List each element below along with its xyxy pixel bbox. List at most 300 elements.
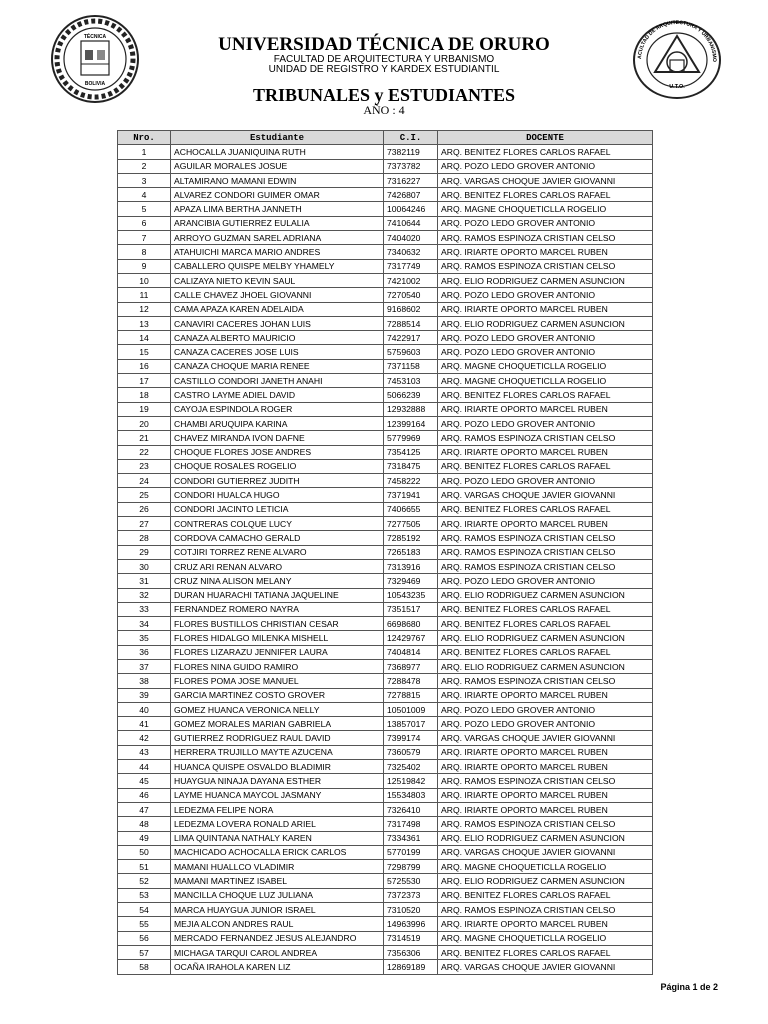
teacher-name: ARQ. MAGNE CHOQUETICLLA ROGELIO <box>438 931 653 945</box>
student-ci: 7399174 <box>384 731 438 745</box>
table-row <box>118 702 653 716</box>
table-row <box>118 188 653 202</box>
row-number: 25 <box>118 488 171 502</box>
student-ci: 7356306 <box>384 945 438 959</box>
student-ci: 7314519 <box>384 931 438 945</box>
student-ci: 7334361 <box>384 831 438 845</box>
student-name: FERNANDEZ ROMERO NAYRA <box>171 602 384 616</box>
student-name: CAMA APAZA KAREN ADELAIDA <box>171 302 384 316</box>
row-number: 55 <box>118 917 171 931</box>
teacher-name: ARQ. POZO LEDO GROVER ANTONIO <box>438 574 653 588</box>
teacher-name: ARQ. BENITEZ FLORES CARLOS RAFAEL <box>438 388 653 402</box>
table-row <box>118 159 653 173</box>
table-row <box>118 888 653 902</box>
teacher-name: ARQ. RAMOS ESPINOZA CRISTIAN CELSO <box>438 231 653 245</box>
table-row <box>118 502 653 516</box>
row-number: 45 <box>118 774 171 788</box>
row-number: 27 <box>118 517 171 531</box>
table-row <box>118 788 653 802</box>
student-ci: 7310520 <box>384 903 438 917</box>
table-row <box>118 845 653 859</box>
student-name: HUAYGUA NINAJA DAYANA ESTHER <box>171 774 384 788</box>
student-name: CANAZA CACERES JOSE LUIS <box>171 345 384 359</box>
teacher-name: ARQ. RAMOS ESPINOZA CRISTIAN CELSO <box>438 559 653 573</box>
row-number: 53 <box>118 888 171 902</box>
row-number: 56 <box>118 931 171 945</box>
row-number: 48 <box>118 817 171 831</box>
student-name: GUTIERREZ RODRIGUEZ RAUL DAVID <box>171 731 384 745</box>
teacher-name: ARQ. IRIARTE OPORTO MARCEL RUBEN <box>438 745 653 759</box>
row-number: 18 <box>118 388 171 402</box>
teacher-name: ARQ. POZO LEDO GROVER ANTONIO <box>438 702 653 716</box>
student-ci: 13857017 <box>384 717 438 731</box>
table-row <box>118 645 653 659</box>
student-ci: 7421002 <box>384 273 438 287</box>
table-row <box>118 374 653 388</box>
student-name: MARCA HUAYGUA JUNIOR ISRAEL <box>171 903 384 917</box>
student-ci: 7313916 <box>384 559 438 573</box>
table-row <box>118 960 653 974</box>
table-row <box>118 731 653 745</box>
table-row <box>118 388 653 402</box>
student-name: GOMEZ MORALES MARIAN GABRIELA <box>171 717 384 731</box>
column-header-student: Estudiante <box>171 131 384 145</box>
student-ci: 7406655 <box>384 502 438 516</box>
student-ci: 7298799 <box>384 860 438 874</box>
student-name: CHAMBI ARUQUIPA KARINA <box>171 416 384 430</box>
student-name: MACHICADO ACHOCALLA ERICK CARLOS <box>171 845 384 859</box>
teacher-name: ARQ. ELIO RODRIGUEZ CARMEN ASUNCION <box>438 874 653 888</box>
student-name: OCAÑA IRAHOLA KAREN LIZ <box>171 960 384 974</box>
student-name: CONTRERAS COLQUE LUCY <box>171 517 384 531</box>
student-ci: 7285192 <box>384 531 438 545</box>
table-row <box>118 259 653 273</box>
row-number: 36 <box>118 645 171 659</box>
student-name: MEJIA ALCON ANDRES RAUL <box>171 917 384 931</box>
table-row <box>118 559 653 573</box>
row-number: 52 <box>118 874 171 888</box>
student-name: MAMANI HUALLCO VLADIMIR <box>171 860 384 874</box>
row-number: 32 <box>118 588 171 602</box>
student-ci: 7360579 <box>384 745 438 759</box>
teacher-name: ARQ. IRIARTE OPORTO MARCEL RUBEN <box>438 402 653 416</box>
table-row <box>118 588 653 602</box>
table-row <box>118 631 653 645</box>
student-ci: 12399164 <box>384 416 438 430</box>
student-name: CANAZA ALBERTO MAURICIO <box>171 331 384 345</box>
unit-name: UNIDAD DE REGISTRO Y KARDEX ESTUDIANTIL <box>268 64 500 75</box>
row-number: 26 <box>118 502 171 516</box>
student-ci: 5725530 <box>384 874 438 888</box>
column-header-ci: C.I. <box>384 131 438 145</box>
row-number: 58 <box>118 960 171 974</box>
teacher-name: ARQ. RAMOS ESPINOZA CRISTIAN CELSO <box>438 259 653 273</box>
teacher-name: ARQ. VARGAS CHOQUE JAVIER GIOVANNI <box>438 960 653 974</box>
student-ci: 7270540 <box>384 288 438 302</box>
table-row <box>118 931 653 945</box>
student-ci: 7382119 <box>384 145 438 159</box>
teacher-name: ARQ. RAMOS ESPINOZA CRISTIAN CELSO <box>438 431 653 445</box>
teacher-name: ARQ. IRIARTE OPORTO MARCEL RUBEN <box>438 802 653 816</box>
row-number: 11 <box>118 288 171 302</box>
student-name: COTJIRI TORREZ RENE ALVARO <box>171 545 384 559</box>
student-ci: 5770199 <box>384 845 438 859</box>
student-ci: 7340632 <box>384 245 438 259</box>
table-row <box>118 531 653 545</box>
teacher-name: ARQ. IRIARTE OPORTO MARCEL RUBEN <box>438 688 653 702</box>
student-ci: 5066239 <box>384 388 438 402</box>
table-row <box>118 302 653 316</box>
table-body <box>118 145 653 974</box>
teacher-name: ARQ. ELIO RODRIGUEZ CARMEN ASUNCION <box>438 831 653 845</box>
seal-text-bottom: BOLIVIA <box>84 81 106 87</box>
student-name: LEDEZMA LOVERA RONALD ARIEL <box>171 817 384 831</box>
row-number: 9 <box>118 259 171 273</box>
row-number: 37 <box>118 659 171 673</box>
teacher-name: ARQ. IRIARTE OPORTO MARCEL RUBEN <box>438 445 653 459</box>
teacher-name: ARQ. VARGAS CHOQUE JAVIER GIOVANNI <box>438 488 653 502</box>
teacher-name: ARQ. RAMOS ESPINOZA CRISTIAN CELSO <box>438 545 653 559</box>
table-row <box>118 659 653 673</box>
student-name: CABALLERO QUISPE MELBY YHAMELY <box>171 259 384 273</box>
teacher-name: ARQ. BENITEZ FLORES CARLOS RAFAEL <box>438 645 653 659</box>
teacher-name: ARQ. IRIARTE OPORTO MARCEL RUBEN <box>438 788 653 802</box>
row-number: 47 <box>118 802 171 816</box>
student-name: CRUZ NINA ALISON MELANY <box>171 574 384 588</box>
student-name: FLORES HIDALGO MILENKA MISHELL <box>171 631 384 645</box>
student-name: GARCIA MARTINEZ COSTO GROVER <box>171 688 384 702</box>
student-ci: 7371941 <box>384 488 438 502</box>
table-row <box>118 831 653 845</box>
teacher-name: ARQ. POZO LEDO GROVER ANTONIO <box>438 159 653 173</box>
row-number: 22 <box>118 445 171 459</box>
table-row <box>118 231 653 245</box>
teacher-name: ARQ. IRIARTE OPORTO MARCEL RUBEN <box>438 760 653 774</box>
teacher-name: ARQ. POZO LEDO GROVER ANTONIO <box>438 288 653 302</box>
student-name: MAMANI MARTINEZ ISABEL <box>171 874 384 888</box>
student-name: FLORES NINA GUIDO RAMIRO <box>171 659 384 673</box>
table-row <box>118 602 653 616</box>
teacher-name: ARQ. VARGAS CHOQUE JAVIER GIOVANNI <box>438 731 653 745</box>
teacher-name: ARQ. MAGNE CHOQUETICLLA ROGELIO <box>438 860 653 874</box>
row-number: 30 <box>118 559 171 573</box>
teacher-name: ARQ. BENITEZ FLORES CARLOS RAFAEL <box>438 145 653 159</box>
teacher-name: ARQ. IRIARTE OPORTO MARCEL RUBEN <box>438 302 653 316</box>
student-name: ATAHUICHI MARCA MARIO ANDRES <box>171 245 384 259</box>
table-row <box>118 688 653 702</box>
row-number: 24 <box>118 474 171 488</box>
row-number: 41 <box>118 717 171 731</box>
table-row <box>118 331 653 345</box>
teacher-name: ARQ. POZO LEDO GROVER ANTONIO <box>438 717 653 731</box>
teacher-name: ARQ. VARGAS CHOQUE JAVIER GIOVANNI <box>438 845 653 859</box>
teacher-name: ARQ. ELIO RODRIGUEZ CARMEN ASUNCION <box>438 588 653 602</box>
student-name: CAYOJA ESPINDOLA ROGER <box>171 402 384 416</box>
row-number: 4 <box>118 188 171 202</box>
student-name: CALLE CHAVEZ JHOEL GIOVANNI <box>171 288 384 302</box>
row-number: 31 <box>118 574 171 588</box>
student-ci: 7265183 <box>384 545 438 559</box>
table-row <box>118 517 653 531</box>
student-ci: 7326410 <box>384 802 438 816</box>
student-ci: 7373782 <box>384 159 438 173</box>
student-ci: 7422917 <box>384 331 438 345</box>
teacher-name: ARQ. IRIARTE OPORTO MARCEL RUBEN <box>438 245 653 259</box>
table-row <box>118 717 653 731</box>
student-ci: 5779969 <box>384 431 438 445</box>
row-number: 43 <box>118 745 171 759</box>
student-ci: 7371158 <box>384 359 438 373</box>
student-name: CASTRO LAYME ADIEL DAVID <box>171 388 384 402</box>
table-row <box>118 760 653 774</box>
row-number: 14 <box>118 331 171 345</box>
page-title: TRIBUNALES y ESTUDIANTES <box>252 85 516 105</box>
student-name: AGUILAR MORALES JOSUE <box>171 159 384 173</box>
table-header-row <box>118 131 653 145</box>
year-label: AÑO : 4 <box>363 103 405 117</box>
student-ci: 7317498 <box>384 817 438 831</box>
row-number: 15 <box>118 345 171 359</box>
page-number: Página 1 de 2 <box>660 982 718 992</box>
table-row <box>118 860 653 874</box>
teacher-name: ARQ. IRIARTE OPORTO MARCEL RUBEN <box>438 917 653 931</box>
student-ci: 12932888 <box>384 402 438 416</box>
teacher-name: ARQ. MAGNE CHOQUETICLLA ROGELIO <box>438 202 653 216</box>
student-name: CORDOVA CAMACHO GERALD <box>171 531 384 545</box>
table-row <box>118 917 653 931</box>
seal-text-top: TÉCNICA <box>83 34 107 40</box>
student-name: CRUZ ARI RENAN ALVARO <box>171 559 384 573</box>
teacher-name: ARQ. POZO LEDO GROVER ANTONIO <box>438 331 653 345</box>
row-number: 33 <box>118 602 171 616</box>
row-number: 1 <box>118 145 171 159</box>
student-name: ARANCIBIA GUTIERREZ EULALIA <box>171 216 384 230</box>
students-table <box>117 130 653 975</box>
student-name: MERCADO FERNANDEZ JESUS ALEJANDRO <box>171 931 384 945</box>
student-name: LIMA QUINTANA NATHALY KAREN <box>171 831 384 845</box>
row-number: 38 <box>118 674 171 688</box>
student-ci: 12429767 <box>384 631 438 645</box>
student-ci: 7410644 <box>384 216 438 230</box>
student-ci: 7316227 <box>384 173 438 187</box>
teacher-name: ARQ. BENITEZ FLORES CARLOS RAFAEL <box>438 502 653 516</box>
row-number: 51 <box>118 860 171 874</box>
row-number: 20 <box>118 416 171 430</box>
student-name: CHOQUE ROSALES ROGELIO <box>171 459 384 473</box>
student-name: LAYME HUANCA MAYCOL JASMANY <box>171 788 384 802</box>
student-name: ALTAMIRANO MAMANI EDWIN <box>171 173 384 187</box>
row-number: 28 <box>118 531 171 545</box>
table-row <box>118 345 653 359</box>
student-name: HERRERA TRUJILLO MAYTE AZUCENA <box>171 745 384 759</box>
student-ci: 7288478 <box>384 674 438 688</box>
teacher-name: ARQ. BENITEZ FLORES CARLOS RAFAEL <box>438 459 653 473</box>
teacher-name: ARQ. IRIARTE OPORTO MARCEL RUBEN <box>438 517 653 531</box>
student-ci: 15534803 <box>384 788 438 802</box>
student-name: CANAZA CHOQUE MARIA RENEE <box>171 359 384 373</box>
student-name: CONDORI HUALCA HUGO <box>171 488 384 502</box>
row-number: 39 <box>118 688 171 702</box>
student-name: CASTILLO CONDORI JANETH ANAHI <box>171 374 384 388</box>
student-name: FLORES LIZARAZU JENNIFER LAURA <box>171 645 384 659</box>
table-row <box>118 945 653 959</box>
teacher-name: ARQ. ELIO RODRIGUEZ CARMEN ASUNCION <box>438 659 653 673</box>
table-row <box>118 359 653 373</box>
teacher-name: ARQ. RAMOS ESPINOZA CRISTIAN CELSO <box>438 903 653 917</box>
table-row <box>118 431 653 445</box>
faculty-seal-text-bottom: U.T.O. <box>669 84 685 90</box>
student-name: CHOQUE FLORES JOSE ANDRES <box>171 445 384 459</box>
teacher-name: ARQ. MAGNE CHOQUETICLLA ROGELIO <box>438 359 653 373</box>
student-ci: 10064246 <box>384 202 438 216</box>
table-row <box>118 273 653 287</box>
row-number: 23 <box>118 459 171 473</box>
table-row <box>118 674 653 688</box>
student-name: CONDORI GUTIERREZ JUDITH <box>171 474 384 488</box>
row-number: 10 <box>118 273 171 287</box>
teacher-name: ARQ. BENITEZ FLORES CARLOS RAFAEL <box>438 188 653 202</box>
table-row <box>118 202 653 216</box>
student-name: LEDEZMA FELIPE NORA <box>171 802 384 816</box>
table-row <box>118 617 653 631</box>
student-ci: 10501009 <box>384 702 438 716</box>
student-ci: 7329469 <box>384 574 438 588</box>
student-name: HUANCA QUISPE OSVALDO BLADIMIR <box>171 760 384 774</box>
student-ci: 7318475 <box>384 459 438 473</box>
column-header-teacher: DOCENTE <box>438 131 653 145</box>
faculty-name: FACULTAD DE ARQUITECTURA Y URBANISMO <box>273 54 495 65</box>
table-row <box>118 817 653 831</box>
teacher-name: ARQ. BENITEZ FLORES CARLOS RAFAEL <box>438 617 653 631</box>
table-row <box>118 745 653 759</box>
table-row <box>118 903 653 917</box>
student-ci: 7351517 <box>384 602 438 616</box>
table-row <box>118 402 653 416</box>
student-name: CONDORI JACINTO LETICIA <box>171 502 384 516</box>
row-number: 42 <box>118 731 171 745</box>
row-number: 5 <box>118 202 171 216</box>
teacher-name: ARQ. BENITEZ FLORES CARLOS RAFAEL <box>438 602 653 616</box>
row-number: 46 <box>118 788 171 802</box>
table-row <box>118 474 653 488</box>
student-name: FLORES BUSTILLOS CHRISTIAN CESAR <box>171 617 384 631</box>
student-ci: 12519842 <box>384 774 438 788</box>
teacher-name: ARQ. ELIO RODRIGUEZ CARMEN ASUNCION <box>438 631 653 645</box>
student-ci: 14963996 <box>384 917 438 931</box>
row-number: 2 <box>118 159 171 173</box>
teacher-name: ARQ. POZO LEDO GROVER ANTONIO <box>438 345 653 359</box>
table-row <box>118 245 653 259</box>
student-ci: 7426807 <box>384 188 438 202</box>
row-number: 21 <box>118 431 171 445</box>
teacher-name: ARQ. ELIO RODRIGUEZ CARMEN ASUNCION <box>438 316 653 330</box>
student-name: CALIZAYA NIETO KEVIN SAUL <box>171 273 384 287</box>
teacher-name: ARQ. POZO LEDO GROVER ANTONIO <box>438 416 653 430</box>
student-ci: 7277505 <box>384 517 438 531</box>
row-number: 49 <box>118 831 171 845</box>
student-ci: 7325402 <box>384 760 438 774</box>
student-ci: 7404814 <box>384 645 438 659</box>
student-name: ARROYO GUZMAN SAREL ADRIANA <box>171 231 384 245</box>
table-row <box>118 459 653 473</box>
table-row <box>118 488 653 502</box>
student-name: FLORES POMA JOSE MANUEL <box>171 674 384 688</box>
teacher-name: ARQ. VARGAS CHOQUE JAVIER GIOVANNI <box>438 173 653 187</box>
table-row <box>118 545 653 559</box>
table-row <box>118 145 653 159</box>
student-ci: 7453103 <box>384 374 438 388</box>
table-row <box>118 173 653 187</box>
row-number: 57 <box>118 945 171 959</box>
student-ci: 5759603 <box>384 345 438 359</box>
row-number: 13 <box>118 316 171 330</box>
table-row <box>118 802 653 816</box>
student-name: GOMEZ HUANCA VERONICA NELLY <box>171 702 384 716</box>
student-ci: 7354125 <box>384 445 438 459</box>
student-name: MANCILLA CHOQUE LUZ JULIANA <box>171 888 384 902</box>
teacher-name: ARQ. POZO LEDO GROVER ANTONIO <box>438 474 653 488</box>
row-number: 3 <box>118 173 171 187</box>
teacher-name: ARQ. ELIO RODRIGUEZ CARMEN ASUNCION <box>438 273 653 287</box>
student-ci: 6698680 <box>384 617 438 631</box>
student-ci: 9168602 <box>384 302 438 316</box>
row-number: 35 <box>118 631 171 645</box>
student-ci: 7368977 <box>384 659 438 673</box>
table-row <box>118 316 653 330</box>
student-name: APAZA LIMA BERTHA JANNETH <box>171 202 384 216</box>
faculty-seal-text: ACULTAD DE ARQUITECTURA Y URBANISMO <box>636 20 718 62</box>
row-number: 50 <box>118 845 171 859</box>
table-row <box>118 288 653 302</box>
teacher-name: ARQ. POZO LEDO GROVER ANTONIO <box>438 216 653 230</box>
teacher-name: ARQ. BENITEZ FLORES CARLOS RAFAEL <box>438 945 653 959</box>
table-row <box>118 774 653 788</box>
student-name: ALVAREZ CONDORI GUIMER OMAR <box>171 188 384 202</box>
student-ci: 7404020 <box>384 231 438 245</box>
student-name: MICHAGA TARQUI CAROL ANDREA <box>171 945 384 959</box>
row-number: 12 <box>118 302 171 316</box>
table-row <box>118 216 653 230</box>
teacher-name: ARQ. RAMOS ESPINOZA CRISTIAN CELSO <box>438 774 653 788</box>
student-name: CANAVIRI CACERES JOHAN LUIS <box>171 316 384 330</box>
row-number: 16 <box>118 359 171 373</box>
row-number: 54 <box>118 903 171 917</box>
student-name: ACHOCALLA JUANIQUINA RUTH <box>171 145 384 159</box>
student-ci: 7288514 <box>384 316 438 330</box>
student-name: DURAN HUARACHI TATIANA JAQUELINE <box>171 588 384 602</box>
teacher-name: ARQ. MAGNE CHOQUETICLLA ROGELIO <box>438 374 653 388</box>
table-row <box>118 445 653 459</box>
row-number: 34 <box>118 617 171 631</box>
student-ci: 7317749 <box>384 259 438 273</box>
teacher-name: ARQ. RAMOS ESPINOZA CRISTIAN CELSO <box>438 674 653 688</box>
university-name: UNIVERSIDAD TÉCNICA DE ORURO <box>218 34 550 55</box>
row-number: 29 <box>118 545 171 559</box>
row-number: 8 <box>118 245 171 259</box>
teacher-name: ARQ. RAMOS ESPINOZA CRISTIAN CELSO <box>438 531 653 545</box>
row-number: 40 <box>118 702 171 716</box>
row-number: 44 <box>118 760 171 774</box>
column-header-nro: Nro. <box>118 131 171 145</box>
teacher-name: ARQ. BENITEZ FLORES CARLOS RAFAEL <box>438 888 653 902</box>
row-number: 17 <box>118 374 171 388</box>
student-ci: 7458222 <box>384 474 438 488</box>
student-ci: 7278815 <box>384 688 438 702</box>
table-row <box>118 574 653 588</box>
row-number: 7 <box>118 231 171 245</box>
table-row <box>118 874 653 888</box>
table-row <box>118 416 653 430</box>
